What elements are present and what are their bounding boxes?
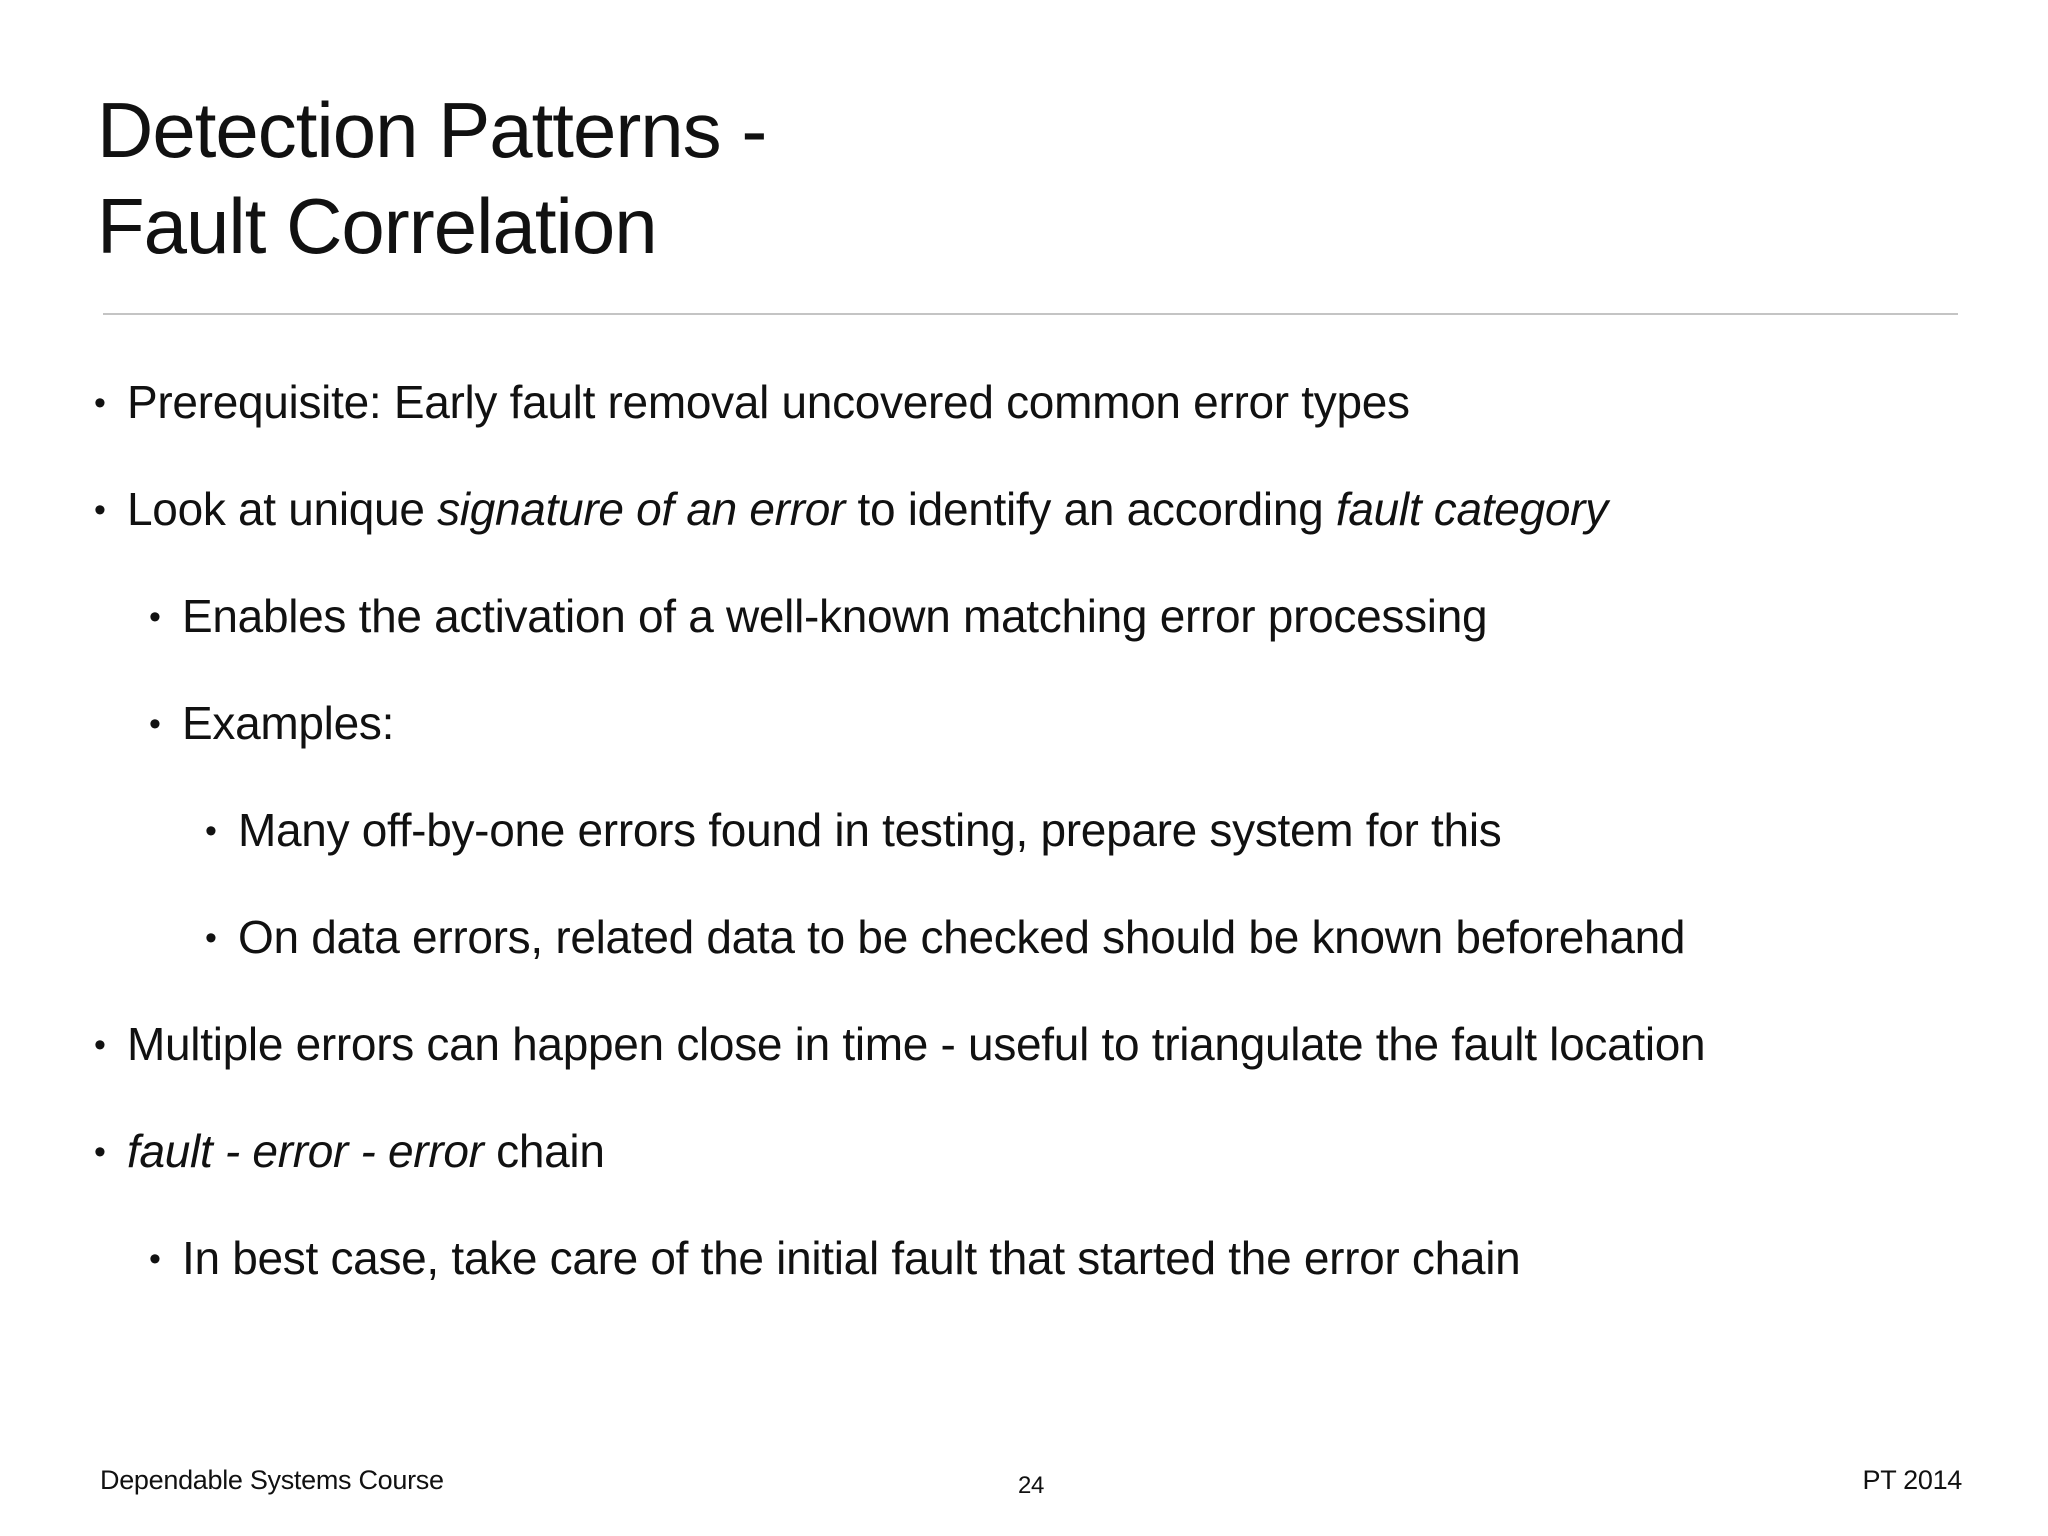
bullet-text: In best case, take care of the initial fault that started the error chain [182, 1232, 1521, 1284]
bullet-error-signature [94, 481, 1608, 538]
footer-term: PT 2014 [1862, 1465, 1962, 1495]
title-line-1: Detection Patterns - [97, 86, 767, 174]
bullet-text: Prerequisite: Early fault removal uncovered common error types [127, 376, 1410, 428]
bullet-off-by-one [205, 802, 1501, 859]
title-divider [103, 313, 1958, 315]
bullet-dot-icon: • [94, 384, 106, 422]
bullet-dot-icon: • [149, 705, 161, 743]
bullet-dot-icon: • [94, 1026, 106, 1064]
slide-title [97, 82, 766, 274]
bullet-dot-icon: • [205, 919, 217, 957]
bullet-emphasis: fault - error - error [127, 1125, 484, 1177]
bullet-multiple-errors [94, 1016, 1705, 1073]
bullet-error-chain [94, 1123, 605, 1180]
bullet-dot-icon: • [94, 491, 106, 529]
bullet-prerequisite [94, 374, 1410, 431]
title-line-2: Fault Correlation [97, 182, 657, 270]
bullet-best-case [149, 1230, 1520, 1287]
footer-page-number: 24 [1018, 1472, 1045, 1499]
bullet-dot-icon: • [149, 1240, 161, 1278]
bullet-text: Enables the activation of a well-known matching error processing [182, 590, 1488, 642]
bullet-text: Many off-by-one errors found in testing, prepare system for this [238, 804, 1502, 856]
bullet-emphasis: fault category [1335, 483, 1608, 535]
footer-course-name: Dependable Systems Course [100, 1465, 444, 1495]
bullet-emphasis: signature of an error [437, 483, 846, 535]
bullet-text: On data errors, related data to be checked should be known beforehand [238, 911, 1686, 963]
bullet-text: Look at unique [127, 483, 438, 535]
bullet-dot-icon: • [94, 1133, 106, 1171]
bullet-enables-activation [149, 588, 1487, 645]
bullet-examples [149, 695, 394, 752]
bullet-dot-icon: • [205, 812, 217, 850]
bullet-text: Multiple errors can happen close in time - useful to triangulate the fault location [127, 1018, 1706, 1070]
bullet-dot-icon: • [149, 598, 161, 636]
bullet-text: chain [483, 1125, 605, 1177]
bullet-text: Examples: [182, 697, 395, 749]
bullet-data-errors [205, 909, 1685, 966]
bullet-text: to identify an according [845, 483, 1336, 535]
